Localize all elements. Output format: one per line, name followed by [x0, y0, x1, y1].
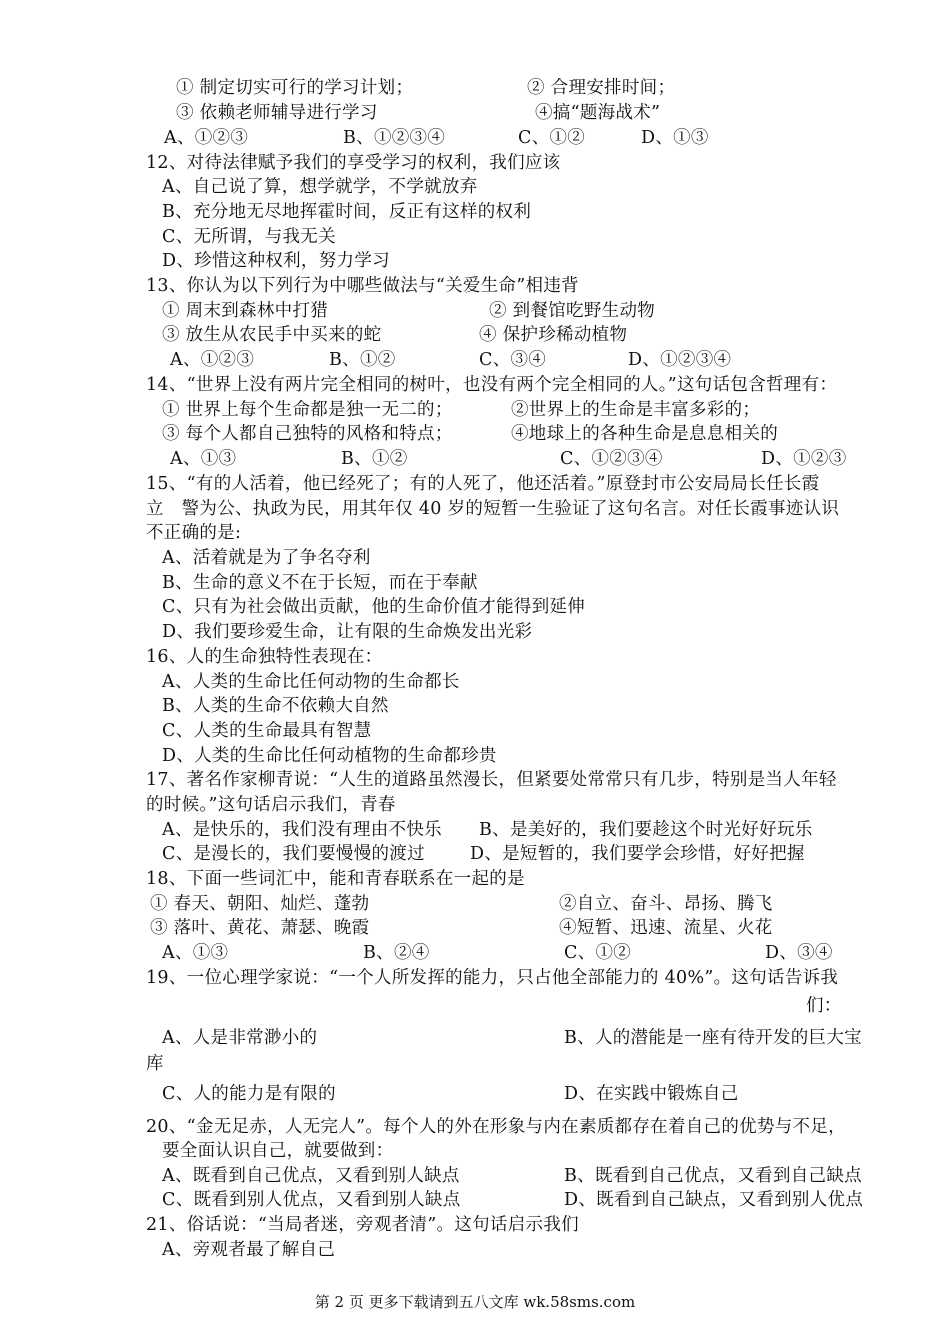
q20-choice-c: C、既看到别人优点，又看到别人缺点: [162, 1190, 461, 1210]
q18-stem: 18、下面一些词汇中，能和青春联系在一起的是: [146, 869, 525, 889]
q12-choice-b: B、充分地无尽地挥霍时间，反正有这样的权利: [162, 202, 532, 222]
q19-choice-a: A、人是非常渺小的: [162, 1028, 318, 1048]
q13-option-1: ① 周末到森林中打猎: [162, 301, 329, 321]
q11-option-4: ④搞“题海战术”: [535, 103, 661, 123]
q15-choice-c: C、只有为社会做出贡献，他的生命价值才能得到延伸: [162, 597, 586, 617]
q11-choice-d: D、①③: [641, 128, 709, 148]
q14-option-4: ④地球上的各种生命是息息相关的: [511, 424, 778, 444]
q13-choice-c: C、③④: [479, 350, 547, 370]
q13-choice-b: B、①②: [329, 350, 396, 370]
q15-choice-a: A、活着就是为了争名夺利: [162, 548, 371, 568]
q12-stem: 12、对待法律赋予我们的享受学习的权利，我们应该: [146, 153, 561, 173]
q18-option-2: ②自立、奋斗、昂扬、腾飞: [559, 894, 773, 914]
q16-choice-a: A、人类的生命比任何动物的生命都长: [162, 672, 460, 692]
q11-option-2: ② 合理安排时间；: [527, 78, 676, 98]
q20-stem-line-1: 20、“金无足赤，人无完人”。每个人的外在形象与内在素质都存在着自己的优势与不足，: [146, 1117, 846, 1137]
q11-option-3: ③ 依赖老师辅导进行学习: [176, 103, 378, 123]
q14-option-3: ③ 每个人都自己独特的风格和特点；: [162, 424, 453, 444]
q20-choice-b: B、既看到自己优点，又看到自己缺点: [564, 1166, 862, 1186]
q15-choice-d: D、我们要珍爱生命，让有限的生命焕发出光彩: [162, 622, 533, 642]
q17-choice-c: C、是漫长的，我们要慢慢的渡过: [162, 844, 425, 864]
q13-stem: 13、你认为以下列行为中哪些做法与“关爱生命”相违背: [146, 276, 579, 296]
q19-choice-b: B、人的潜能是一座有待开发的巨大宝: [564, 1028, 862, 1048]
q15-choice-b: B、生命的意义不在于长短，而在于奉献: [162, 573, 478, 593]
q19-stem-line-2: 们：: [806, 996, 842, 1016]
q14-choice-c: C、①②③④: [560, 449, 663, 469]
q18-choice-c: C、①②: [564, 943, 632, 963]
q18-choice-a: A、①③: [162, 943, 229, 963]
q17-choice-d: D、是短暂的，我们要学会珍惜，好好把握: [470, 844, 805, 864]
q16-choice-d: D、人类的生命比任何动植物的生命都珍贵: [162, 746, 497, 766]
page-footer: 第 2 页 更多下载请到五八文库 wk.58sms.com: [314, 1293, 636, 1311]
q20-choice-d: D、既看到自己缺点，又看到别人优点: [564, 1190, 864, 1210]
q18-choice-d: D、③④: [765, 943, 833, 963]
q13-option-2: ② 到餐馆吃野生动物: [489, 301, 656, 321]
q19-choice-c: C、人的能力是有限的: [162, 1084, 336, 1104]
q17-stem-line-1: 17、著名作家柳青说：“人生的道路虽然漫长，但紧要处常常只有几步，特别是当人年轻: [146, 770, 837, 790]
q14-choice-a: A、①③: [170, 449, 237, 469]
q13-option-4: ④ 保护珍稀动植物: [479, 325, 628, 345]
q18-choice-b: B、②④: [363, 943, 430, 963]
q12-choice-a: A、自己说了算，想学就学，不学就放弃: [162, 177, 478, 197]
q15-stem-line-1: 15、“有的人活着，他已经死了；有的人死了，他还活着。”原登封市公安局局长任长霞: [146, 474, 820, 494]
q13-choice-a: A、①②③: [170, 350, 255, 370]
q19-choice-b-continued: 库: [146, 1054, 164, 1074]
q21-stem: 21、俗话说：“当局者迷，旁观者清”。这句话启示我们: [146, 1215, 579, 1235]
q15-stem-line-3: 不正确的是:: [146, 523, 242, 543]
q18-option-3: ③ 落叶、黄花、萧瑟、晚霞: [150, 918, 370, 938]
q18-option-1: ① 春天、朝阳、灿烂、蓬勃: [150, 894, 370, 914]
q13-option-3: ③ 放生从农民手中买来的蛇: [162, 325, 382, 345]
q14-choice-d: D、①②③: [761, 449, 847, 469]
q12-choice-d: D、珍惜这种权利，努力学习: [162, 251, 390, 271]
q21-choice-a: A、旁观者最了解自己: [162, 1240, 336, 1260]
q20-stem-line-2: 要全面认识自己，就要做到：: [162, 1141, 394, 1161]
q14-stem: 14、“世界上没有两片完全相同的树叶，也没有两个完全相同的人。”这句话包含哲理有：: [146, 375, 838, 395]
q15-stem-line-2: 立 警为公、执政为民，用其年仅 40 岁的短暂一生验证了这句名言。对任长霞事迹认识: [146, 499, 840, 519]
q11-choice-b: B、①②③④: [343, 128, 446, 148]
q13-choice-d: D、①②③④: [628, 350, 732, 370]
q17-choice-b: B、是美好的，我们要趁这个时光好好玩乐: [479, 820, 813, 840]
q19-stem-line-1: 19、一位心理学家说：“一个人所发挥的能力，只占他全部能力的 40%”。这句话告诉我: [146, 968, 839, 988]
q16-stem: 16、人的生命独特性表现在：: [146, 647, 383, 667]
q16-choice-b: B、人类的生命不依赖大自然: [162, 696, 389, 716]
q11-option-1: ① 制定切实可行的学习计划；: [176, 78, 414, 98]
q16-choice-c: C、人类的生命最具有智慧: [162, 721, 372, 741]
q18-option-4: ④短暂、迅速、流星、火花: [559, 918, 773, 938]
q17-choice-a: A、是快乐的，我们没有理由不快乐: [162, 820, 442, 840]
q14-option-1: ① 世界上每个生命都是独一无二的；: [162, 400, 453, 420]
q14-option-2: ②世界上的生命是丰富多彩的；: [511, 400, 761, 420]
q17-stem-line-2: 的时候。”这句话启示我们，青春: [146, 795, 396, 815]
q14-choice-b: B、①②: [341, 449, 408, 469]
q11-choice-c: C、①②: [518, 128, 586, 148]
q20-choice-a: A、既看到自己优点，又看到别人缺点: [162, 1166, 460, 1186]
q12-choice-c: C、无所谓，与我无关: [162, 227, 336, 247]
q11-choice-a: A、①②③: [164, 128, 249, 148]
q19-choice-d: D、在实践中锻炼自己: [564, 1084, 739, 1104]
